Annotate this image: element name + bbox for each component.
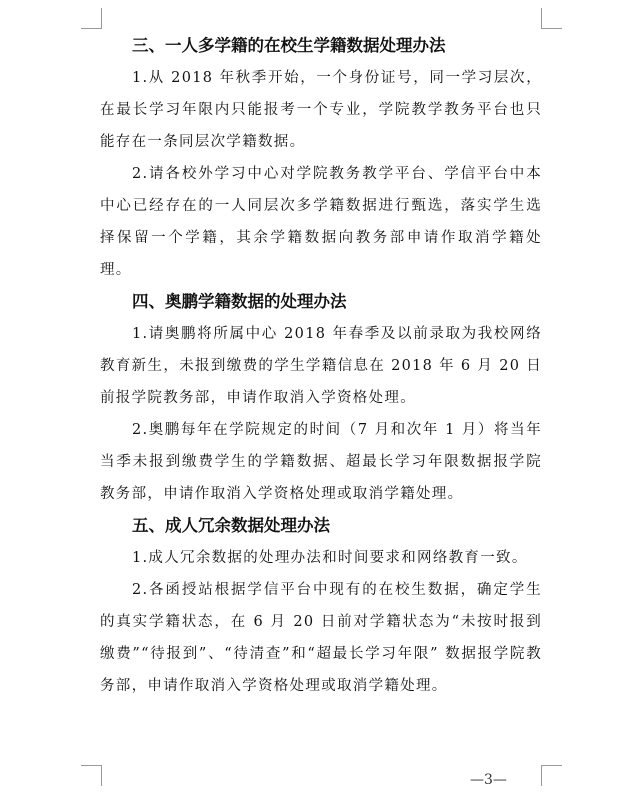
paragraph: 1.请奥鹏将所属中心 2018 年春季及以前录取为我校网络教育新生，未报到缴费的学生学籍信息在 2018 年 6 月 20 日前报学院教务部，申请作取消入学资格处理。 [100,326,542,406]
document-body [100,30,542,702]
section-three [100,30,542,286]
paragraph: 2.奥鹏每年在学院规定的时间（7 月和次年 1 月）将当年当季未报到缴费学生的学籍数据、超最长学习年限数据报学院教务部，申请作取消入学资格处理或取消学籍处理。 [100,422,542,502]
section-heading: 四、奥鹏学籍数据的处理办法 [132,292,347,311]
crop-mark-bottom-left [81,765,102,786]
crop-mark-bottom-right [541,765,562,786]
paragraph: 1.成人冗余数据的处理办法和时间要求和网络教育一致。 [132,550,528,566]
paragraph: 1.从 2018 年秋季开始，一个身份证号，同一学习层次，在最长学习年限内只能报考一个专业，学院教学教务平台也只能存在一条同层次学籍数据。 [100,70,542,150]
crop-mark-top-left [81,8,102,29]
section-four [100,286,542,510]
section-five [100,510,542,702]
section-heading: 五、成人冗余数据处理办法 [132,516,330,535]
paragraph: 2.请各校外学习中心对学院教务教学平台、学信平台中本中心已经存在的一人同层次多学籍数据进行甄选，落实学生选择保留一个学籍，其余学籍数据向教务部申请作取消学籍处理。 [100,166,542,278]
section-heading: 三、一人多学籍的在校生学籍数据处理办法 [132,36,446,55]
page-number: —3— [470,772,507,788]
paragraph: 2.各函授站根据学信平台中现有的在校生数据，确定学生的真实学籍状态，在 6 月 20 日前对学籍状态为“未按时报到缴费”“待报到”、“待清查”和“超最长学习年限” 数据报学院教务部，申请作取消入学资格处理或取消学籍处理。 [100,582,542,694]
crop-mark-top-right [541,8,562,29]
